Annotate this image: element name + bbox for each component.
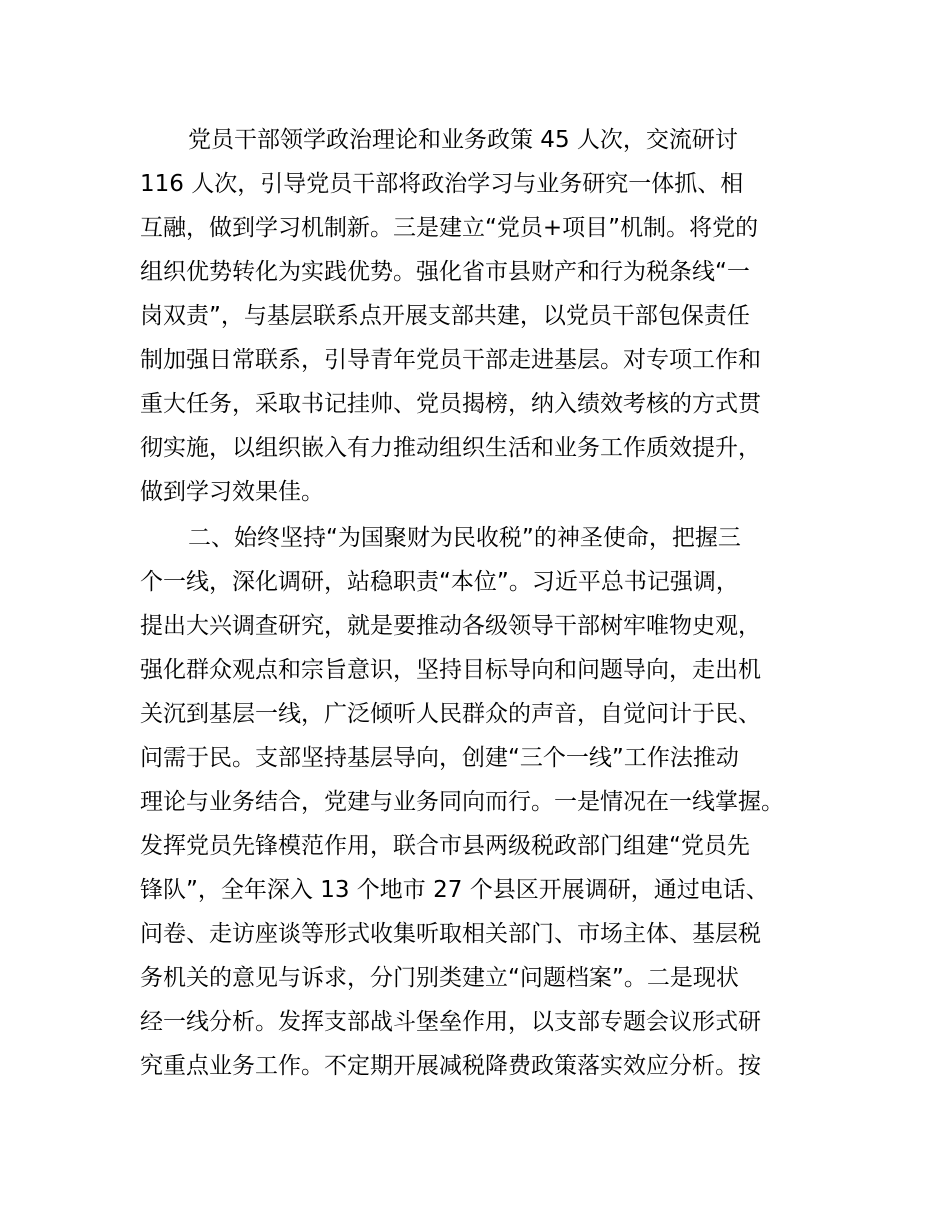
text-line: 务机关的意见与诉求，分门别类建立“问题档案”。二是现状 [140,965,739,991]
paragraph-1 [140,118,830,514]
text-line: 究重点业务工作。不定期开展减税降费政策落实效应分析。按 [140,1053,761,1079]
text-line: 锋队”，全年深入 13 个地市 27 个县区开展调研，通过电话、 [140,877,769,903]
text-line: 关沉到基层一线，广泛倾听人民群众的声音，自觉问计于民、 [140,701,761,727]
text-line: 问需于民。支部坚持基层导向，创建“三个一线”工作法推动 [140,745,739,771]
text-line: 组织优势转化为实践优势。强化省市县财产和行为税条线“一 [140,259,750,285]
text-line: 岗双责”，与基层联系点开展支部共建，以党员干部包保责任 [140,303,750,329]
text-line: 党员干部领学政治理论和业务政策 45 人次，交流研讨 [188,127,738,153]
text-line: 发挥党员先锋模范作用，联合市县两级税政部门组建“党员先 [140,833,750,859]
text-line: 制加强日常联系，引导青年党员干部走进基层。对专项工作和 [140,347,761,373]
text-line: 做到学习效果佳。 [140,479,324,505]
text-line: 彻实施，以组织嵌入有力推动组织生活和业务工作质效提升， [140,435,761,461]
text-line: 强化群众观点和宗旨意识，坚持目标导向和问题导向，走出机 [140,657,761,683]
text-line: 问卷、走访座谈等形式收集听取相关部门、市场主体、基层税 [140,921,761,947]
text-line: 经一线分析。发挥支部战斗堡垒作用，以支部专题会议形式研 [140,1009,761,1035]
text-line: 互融，做到学习机制新。三是建立“党员+项目”机制。将党的 [140,215,759,241]
text-line: 二、始终坚持“为国聚财为民收税”的神圣使命，把握三 [188,525,741,551]
text-line: 116 人次，引导党员干部将政治学习与业务研究一体抓、相 [140,171,744,197]
text-line: 重大任务，采取书记挂帅、党员揭榜，纳入绩效考核的方式贯 [140,391,761,417]
text-line: 提出大兴调查研究，就是要推动各级领导干部树牢唯物史观， [140,613,761,639]
text-line: 个一线，深化调研，站稳职责“本位”。习近平总书记强调， [140,569,739,595]
paragraph-2 [140,516,830,1088]
text-line: 理论与业务结合，党建与业务同向而行。一是情况在一线掌握。 [140,789,784,815]
